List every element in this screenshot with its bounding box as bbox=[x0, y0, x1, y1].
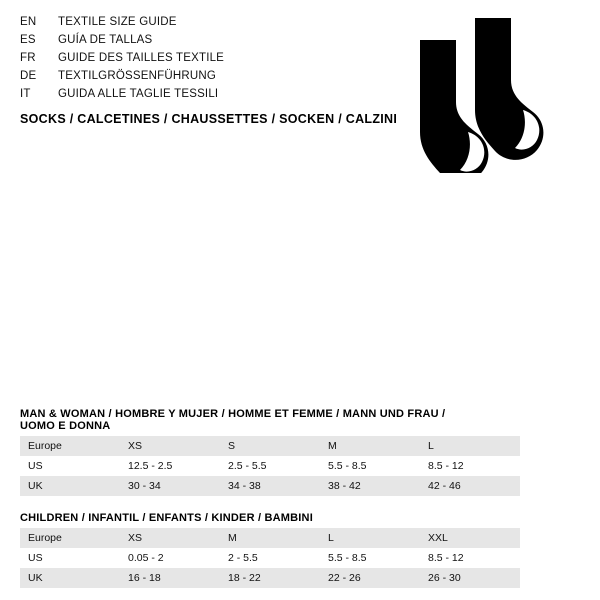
language-code: FR bbox=[20, 52, 36, 64]
cell-value: 12.5 - 2.5 bbox=[120, 456, 220, 476]
size-table bbox=[20, 528, 520, 588]
language-label: TEXTILGRÖSSENFÜHRUNG bbox=[58, 70, 216, 82]
row-label: US bbox=[20, 456, 120, 476]
table-man-woman bbox=[20, 408, 480, 496]
row-label: US bbox=[20, 548, 120, 568]
table-row bbox=[20, 528, 520, 548]
language-row bbox=[20, 16, 400, 34]
language-label: TEXTILE SIZE GUIDE bbox=[58, 16, 177, 28]
table-row bbox=[20, 548, 520, 568]
cell-value: 22 - 26 bbox=[320, 568, 420, 588]
language-row bbox=[20, 88, 400, 106]
language-code: DE bbox=[20, 70, 37, 82]
cell-value: L bbox=[320, 528, 420, 548]
page-title: SOCKS / CALCETINES / CHAUSSETTES / SOCKEN / CALZINI bbox=[20, 112, 398, 126]
table-row bbox=[20, 568, 520, 588]
size-table bbox=[20, 436, 520, 496]
cell-value: 26 - 30 bbox=[420, 568, 520, 588]
table-caption: MAN & WOMAN / HOMBRE Y MUJER / HOMME ET FEMME / MANN UND FRAU / UOMO E DONNA bbox=[20, 408, 446, 432]
cell-value: 8.5 - 12 bbox=[420, 456, 520, 476]
cell-value: 0.05 - 2 bbox=[120, 548, 220, 568]
table-children bbox=[20, 512, 480, 588]
cell-value: 42 - 46 bbox=[420, 476, 520, 496]
cell-value: M bbox=[320, 436, 420, 456]
language-row bbox=[20, 70, 400, 88]
cell-value: 38 - 42 bbox=[320, 476, 420, 496]
language-code: EN bbox=[20, 16, 37, 28]
language-code: ES bbox=[20, 34, 36, 46]
cell-value: XXL bbox=[420, 528, 520, 548]
language-row bbox=[20, 52, 400, 70]
cell-value: 8.5 - 12 bbox=[420, 548, 520, 568]
cell-value: L bbox=[420, 436, 520, 456]
cell-value: 5.5 - 8.5 bbox=[320, 456, 420, 476]
cell-value: 5.5 - 8.5 bbox=[320, 548, 420, 568]
cell-value: 2.5 - 5.5 bbox=[220, 456, 320, 476]
cell-value: 18 - 22 bbox=[220, 568, 320, 588]
table-caption: CHILDREN / INFANTIL / ENFANTS / KINDER / BAMBINI bbox=[20, 512, 313, 524]
cell-value: S bbox=[220, 436, 320, 456]
cell-value: M bbox=[220, 528, 320, 548]
cell-value: XS bbox=[120, 436, 220, 456]
row-label: Europe bbox=[20, 436, 120, 456]
table-row bbox=[20, 456, 520, 476]
socks-illustration bbox=[405, 18, 565, 173]
cell-value: 30 - 34 bbox=[120, 476, 220, 496]
row-label: Europe bbox=[20, 528, 120, 548]
language-label: GUIDE DES TAILLES TEXTILE bbox=[58, 52, 225, 64]
language-row bbox=[20, 34, 400, 52]
table-row bbox=[20, 476, 520, 496]
row-label: UK bbox=[20, 568, 120, 588]
row-label: UK bbox=[20, 476, 120, 496]
language-list bbox=[20, 16, 400, 106]
table-row bbox=[20, 436, 520, 456]
cell-value: 2 - 5.5 bbox=[220, 548, 320, 568]
cell-value: XS bbox=[120, 528, 220, 548]
language-code: IT bbox=[20, 88, 31, 100]
language-label: GUIDA ALLE TAGLIE TESSILI bbox=[58, 88, 219, 100]
cell-value: 16 - 18 bbox=[120, 568, 220, 588]
cell-value: 34 - 38 bbox=[220, 476, 320, 496]
language-label: GUÍA DE TALLAS bbox=[58, 34, 153, 46]
